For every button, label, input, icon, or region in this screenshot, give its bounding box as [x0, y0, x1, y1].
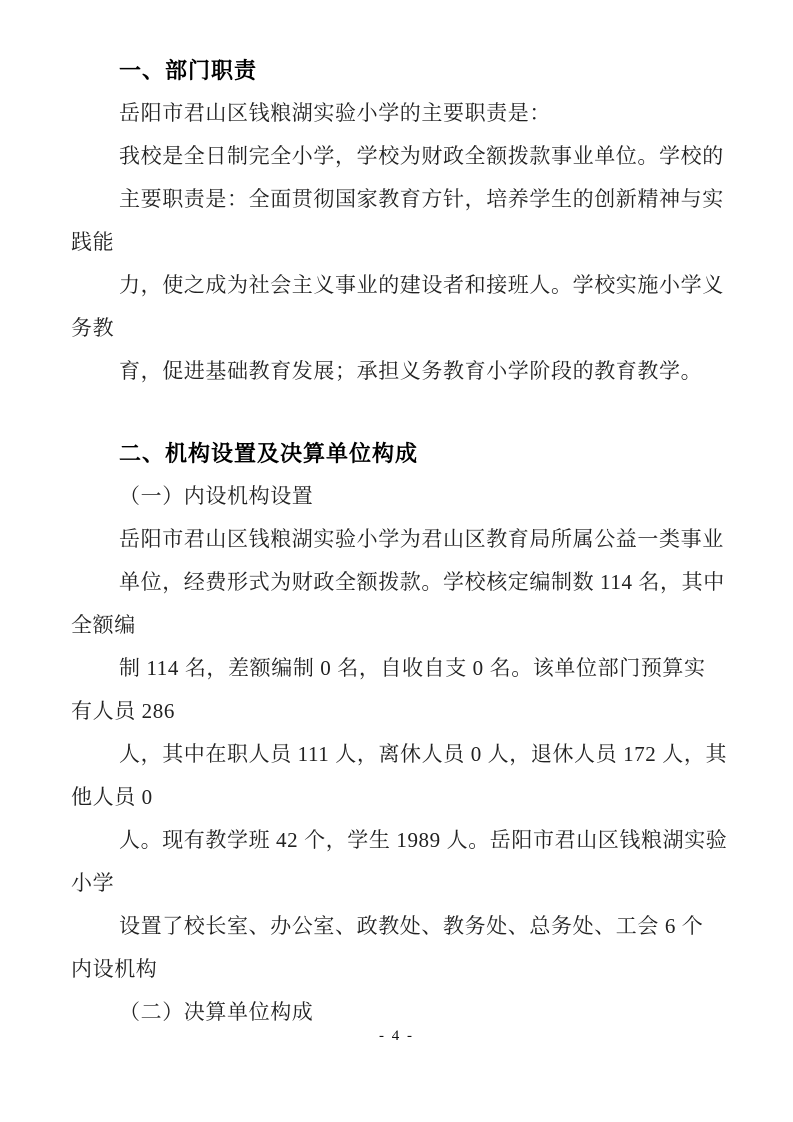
- text-line: 践能: [71, 230, 115, 254]
- text-line: 岳阳市君山区钱粮湖实验小学的主要职责是：: [119, 101, 551, 125]
- section-2-heading: 二、机构设置及决算单位构成: [119, 441, 419, 466]
- text-line: 有人员 286: [71, 699, 175, 723]
- text-line: 设置了校长室、办公室、政教处、教务处、总务处、工会 6 个: [119, 914, 704, 938]
- page-number: - 4 -: [379, 1028, 414, 1044]
- text-line: 主要职责是：全面贯彻国家教育方针，培养学生的创新精神与实: [119, 187, 724, 211]
- subsection-2-heading: （二）决算单位构成: [119, 1000, 314, 1024]
- subsection-1-heading: （一）内设机构设置: [119, 484, 314, 508]
- text-line: 育，促进基础教育发展；承担义务教育小学阶段的教育教学。: [119, 359, 703, 383]
- text-line: 务教: [71, 316, 115, 340]
- section-1-heading: 一、部门职责: [119, 58, 258, 83]
- text-line: 小学: [71, 871, 115, 895]
- text-line: 人，其中在职人员 111 人，离休人员 0 人，退休人员 172 人，其: [119, 742, 728, 766]
- text-line: 他人员 0: [71, 785, 153, 809]
- text-line: 内设机构: [71, 957, 158, 981]
- text-line: 制 114 名，差额编制 0 名，自收自支 0 名。该单位部门预算实: [119, 656, 706, 680]
- text-line: 人。现有教学班 42 个，学生 1989 人。岳阳市君山区钱粮湖实验: [119, 828, 728, 852]
- text-line: 全额编: [71, 613, 136, 637]
- text-line: 岳阳市君山区钱粮湖实验小学为君山区教育局所属公益一类事业: [119, 527, 724, 551]
- text-line: 我校是全日制完全小学，学校为财政全额拨款事业单位。学校的: [119, 144, 724, 168]
- text-line: 单位，经费形式为财政全额拨款。学校核定编制数 114 名，其中: [119, 570, 725, 594]
- text-line: 力，使之成为社会主义事业的建设者和接班人。学校实施小学义: [119, 273, 724, 297]
